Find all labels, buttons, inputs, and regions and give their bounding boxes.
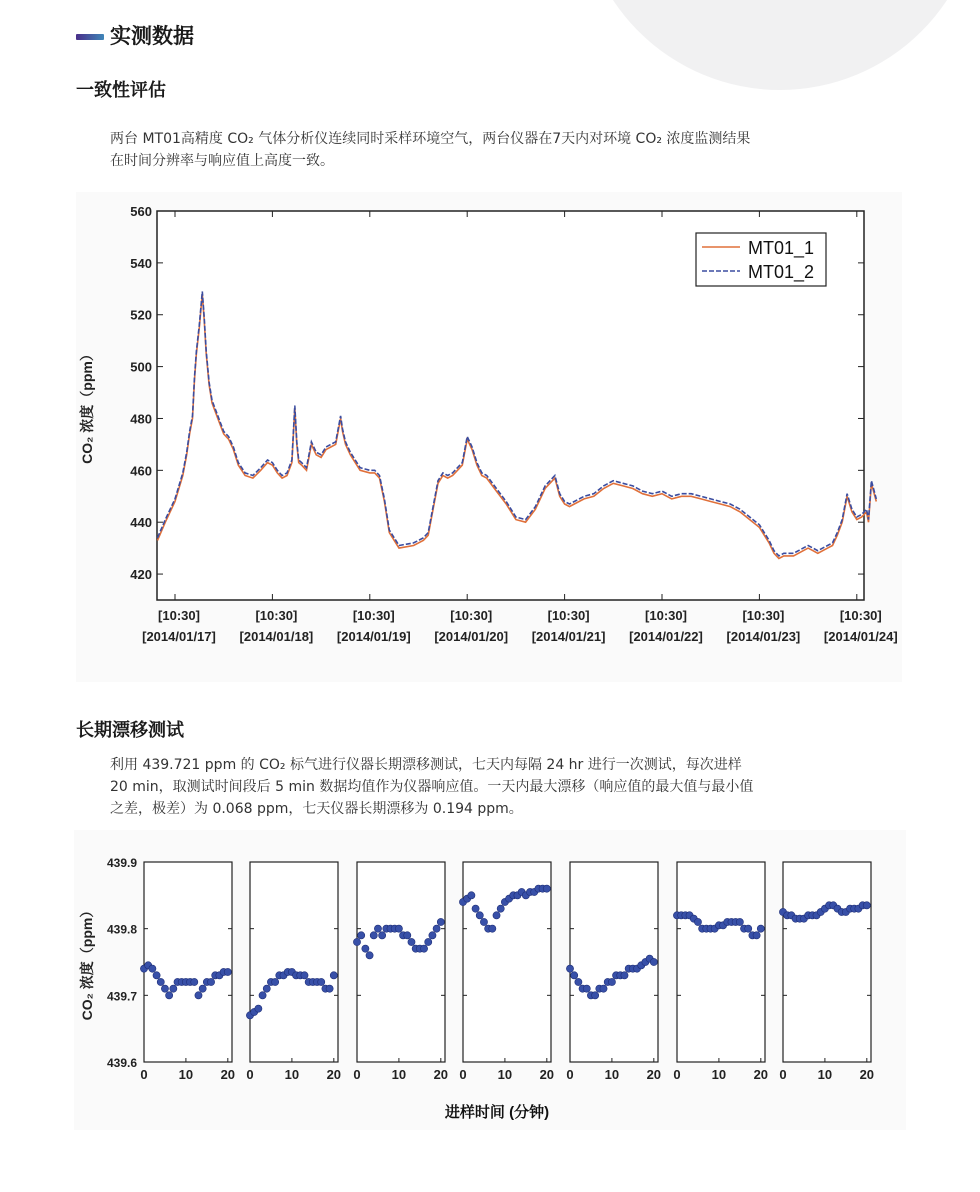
x-tick-label-time: [10:30] — [547, 608, 590, 623]
drift-data-point — [476, 912, 483, 919]
y-axis-label: CO₂ 浓度（ppm） — [79, 347, 95, 464]
section-title: 实测数据 — [110, 24, 194, 48]
x-tick-label: 0 — [353, 1067, 361, 1082]
x-tick-label: 10 — [817, 1067, 833, 1082]
drift-paragraph-line: 利用 439.721 ppm 的 CO₂ 标气进行仪器长期漂移测试，七天内每隔 24 hr 进行一次测试，每次进样 — [110, 757, 742, 773]
x-tick-label-date: [2014/01/17] — [142, 629, 216, 644]
y-tick-label: 560 — [130, 204, 152, 219]
x-tick-label: 20 — [646, 1067, 662, 1082]
drift-data-point — [272, 978, 279, 985]
drift-data-point — [326, 985, 333, 992]
drift-data-point — [600, 985, 607, 992]
x-tick-label-time: [10:30] — [839, 608, 882, 623]
drift-data-point — [170, 985, 177, 992]
drift-data-point — [318, 978, 325, 985]
x-tick-label: 20 — [220, 1067, 236, 1082]
y-tick-label: 440 — [130, 515, 152, 531]
drift-data-point — [404, 932, 411, 939]
drift-data-point — [374, 925, 381, 932]
drift-data-point — [575, 978, 582, 985]
x-tick-label: 10 — [391, 1067, 407, 1082]
x-tick-label-time: [10:30] — [158, 608, 200, 623]
drift-data-point — [566, 965, 573, 972]
drift-data-point — [195, 992, 202, 999]
drift-data-point — [468, 892, 475, 899]
drift-data-point — [429, 932, 436, 939]
drift-data-point — [608, 978, 615, 985]
drift-data-point — [370, 932, 377, 939]
drift-data-point — [694, 918, 701, 925]
y-tick-label: 439.8 — [106, 922, 137, 937]
drift-data-point — [420, 945, 427, 952]
drift-data-point — [736, 918, 743, 925]
x-tick-label: 0 — [246, 1067, 254, 1082]
drift-panel-day-1 — [144, 862, 232, 1062]
drift-data-point — [745, 925, 752, 932]
drift-data-point — [166, 992, 173, 999]
x-tick-label-time: [10:30] — [352, 608, 395, 623]
x-tick-label-date: [2014/01/20] — [434, 629, 509, 644]
x-tick-label: 0 — [459, 1067, 467, 1082]
x-axis-label: 进样时间 (分钟) — [444, 1104, 550, 1121]
y-tick-label: 500 — [130, 359, 152, 375]
drift-data-point — [199, 985, 206, 992]
drift-paragraph-line: 20 min，取测试时间段后 5 min 数据均值作为仪器响应值。一天内最大漂移（响应值的最大值与最小值 — [110, 779, 754, 795]
x-tick-label-date: [2014/01/19] — [336, 629, 411, 644]
x-tick-label: 20 — [326, 1067, 342, 1082]
legend-label: MT01_1 — [748, 238, 815, 258]
x-tick-label: 20 — [859, 1067, 875, 1082]
drift-panel-day-6 — [677, 862, 765, 1062]
drift-paragraph-line: 之差，极差）为 0.068 ppm，七天仪器长期漂移为 0.194 ppm。 — [110, 801, 523, 817]
drift-data-point — [493, 912, 500, 919]
x-tick-label: 0 — [673, 1067, 681, 1082]
y-tick-label: 420 — [130, 567, 152, 583]
drift-data-point — [408, 938, 415, 945]
x-tick-label: 0 — [140, 1067, 148, 1082]
y-tick-label: 439.6 — [106, 1056, 137, 1070]
drift-data-point — [571, 972, 578, 979]
drift-data-point — [149, 965, 156, 972]
drift-data-point — [366, 952, 373, 959]
drift-data-point — [757, 925, 764, 932]
y-tick-label: 460 — [130, 463, 152, 479]
drift-data-point — [489, 925, 496, 932]
x-tick-label: 10 — [711, 1067, 727, 1082]
drift-data-point — [753, 932, 760, 939]
drift-data-point — [263, 985, 270, 992]
drift-data-point — [650, 958, 657, 965]
x-tick-label: 20 — [433, 1067, 449, 1082]
drift-data-point — [425, 938, 432, 945]
drift-data-point — [437, 918, 444, 925]
consistency-paragraph-line: 两台 MT01高精度 CO₂ 气体分析仪连续同时采样环境空气，两台仪器在7天内对环境 CO₂ 浓度监测结果 — [110, 131, 751, 147]
drift-heading: 长期漂移测试 — [76, 720, 184, 741]
x-tick-label-date: [2014/01/22] — [629, 629, 703, 644]
x-tick-label: 20 — [539, 1067, 555, 1082]
x-tick-label-date: [2014/01/23] — [726, 629, 801, 644]
drift-data-point — [433, 925, 440, 932]
drift-data-point — [330, 972, 337, 979]
drift-data-point — [157, 978, 164, 985]
drift-data-point — [161, 985, 168, 992]
consistency-heading: 一致性评估 — [76, 80, 166, 101]
drift-data-point — [379, 932, 386, 939]
drift-data-point — [497, 905, 504, 912]
drift-data-point — [395, 925, 402, 932]
drift-panel-day-7 — [783, 862, 871, 1062]
drift-data-point — [480, 918, 487, 925]
x-tick-label-date: [2014/01/18] — [239, 629, 314, 644]
drift-data-point — [207, 978, 214, 985]
drift-data-point — [301, 972, 308, 979]
x-tick-label: 10 — [284, 1067, 300, 1082]
y-tick-label: 439.9 — [106, 856, 137, 870]
x-tick-label: 10 — [497, 1067, 513, 1082]
legend-label: MT01_2 — [748, 262, 815, 282]
y-tick-label: 520 — [130, 307, 152, 323]
drift-data-point — [863, 902, 870, 909]
x-tick-label-time: [10:30] — [742, 608, 785, 623]
drift-data-point — [543, 885, 550, 892]
consistency-paragraph-line: 在时间分辨率与响应值上高度一致。 — [110, 153, 334, 169]
x-tick-label: 20 — [753, 1067, 769, 1082]
y-axis-label: CO₂ 浓度（ppm） — [79, 903, 95, 1021]
drift-data-point — [362, 945, 369, 952]
drift-data-point — [259, 992, 266, 999]
drift-data-point — [472, 905, 479, 912]
x-tick-label: 0 — [779, 1067, 787, 1082]
drift-data-point — [592, 992, 599, 999]
x-tick-label-date: [2014/01/24] — [823, 629, 898, 644]
y-tick-label: 540 — [130, 255, 152, 271]
y-tick-label: 480 — [130, 411, 152, 427]
drift-data-point — [224, 968, 231, 975]
x-tick-label-time: [10:30] — [645, 608, 687, 623]
drift-panel-day-2 — [250, 862, 338, 1062]
drift-data-point — [583, 985, 590, 992]
y-tick-label: 439.7 — [106, 989, 137, 1004]
x-tick-label-time: [10:30] — [450, 608, 493, 623]
drift-data-point — [153, 972, 160, 979]
drift-panel-day-3 — [357, 862, 445, 1062]
drift-data-point — [358, 932, 365, 939]
x-tick-label-time: [10:30] — [255, 608, 298, 623]
drift-data-point — [191, 978, 198, 985]
x-tick-label: 10 — [178, 1067, 194, 1082]
x-tick-label-date: [2014/01/21] — [531, 629, 606, 644]
x-tick-label: 0 — [566, 1067, 574, 1082]
drift-data-point — [353, 938, 360, 945]
long-term-drift-scatter-chart — [0, 830, 980, 1140]
drift-data-point — [621, 972, 628, 979]
x-tick-label: 10 — [604, 1067, 620, 1082]
drift-paragraph — [110, 754, 875, 820]
drift-data-point — [255, 1005, 262, 1012]
